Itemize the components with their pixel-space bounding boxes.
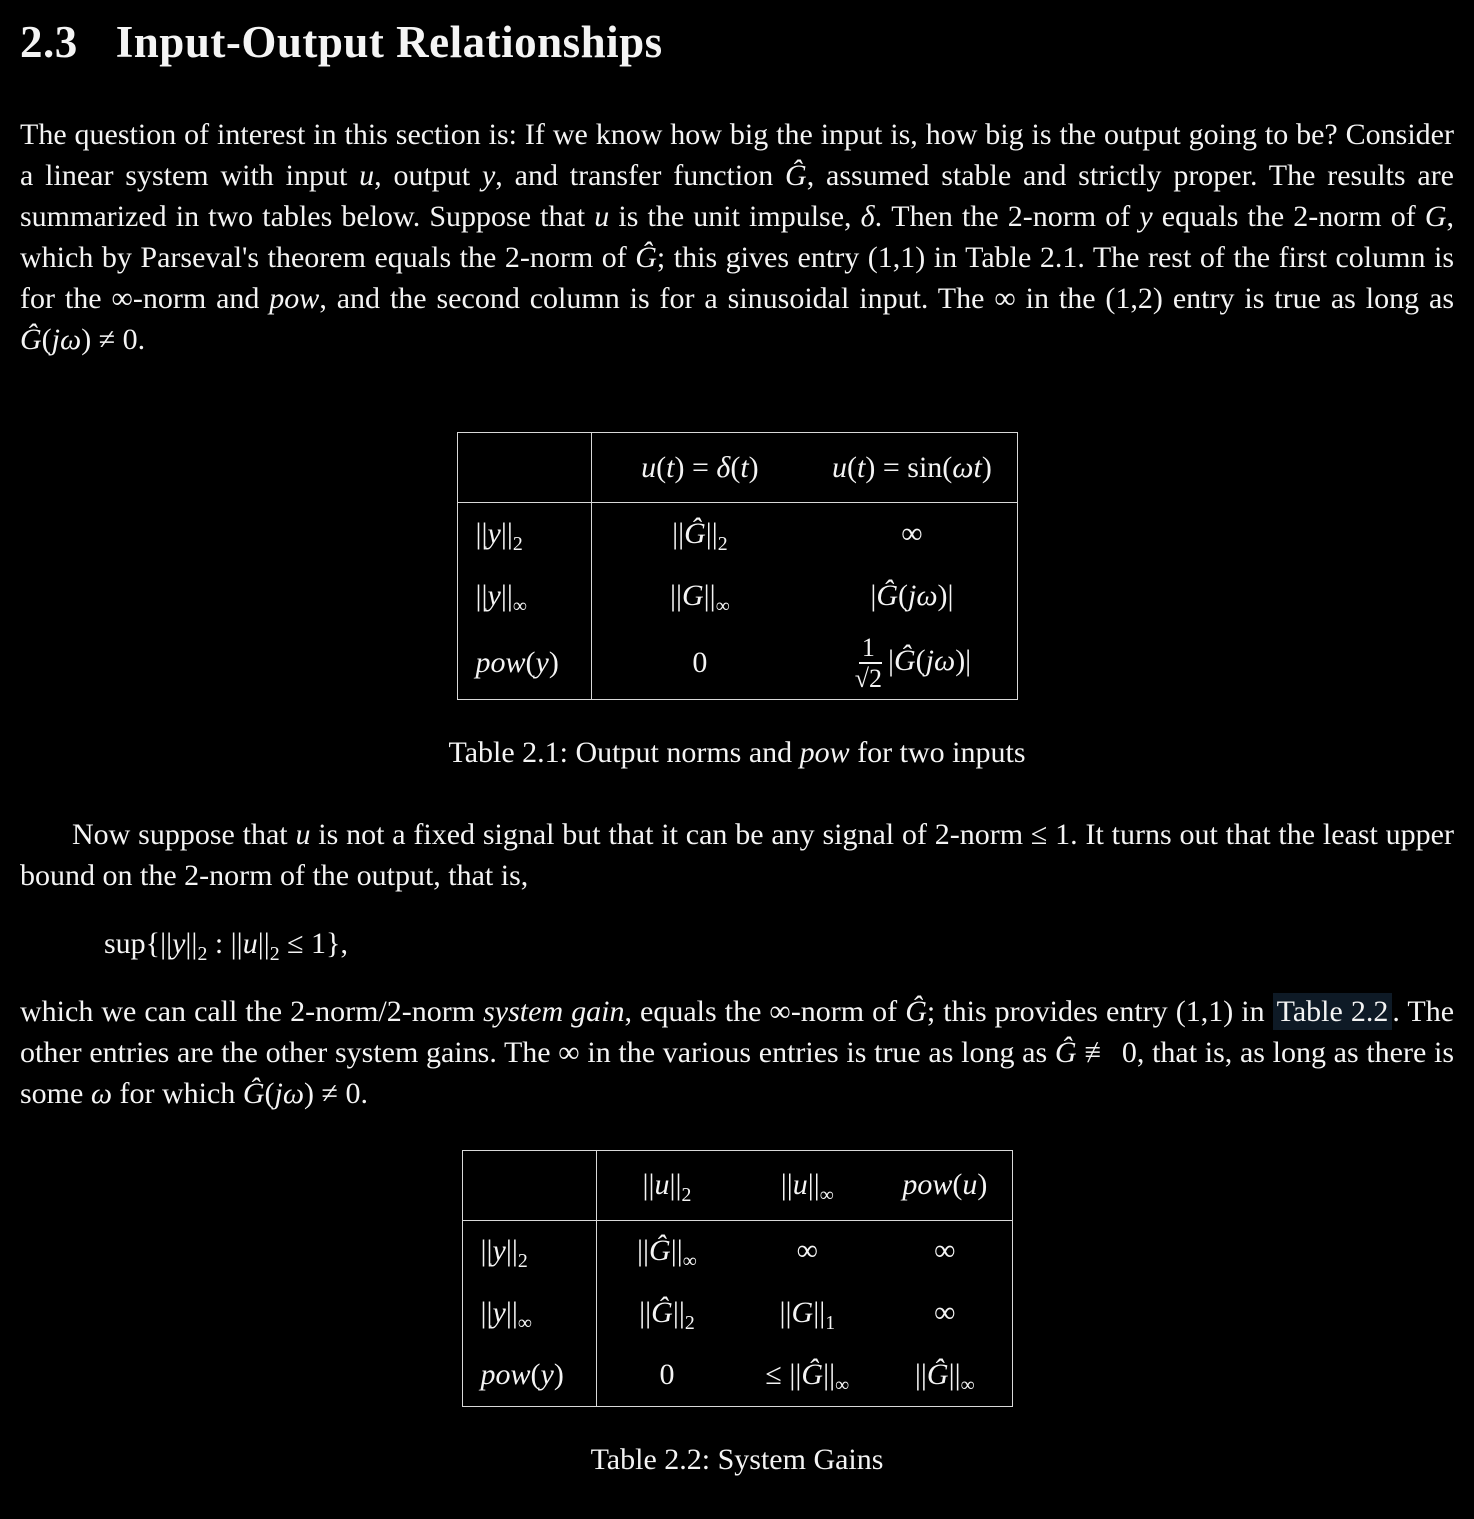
table-2-2 bbox=[462, 1150, 1013, 1407]
table-row bbox=[462, 1282, 1012, 1344]
paragraph-system-gain: which we can call the 2-norm/2-norm system gain, equals the ∞-norm of Ĝ; this provides entry (1,1) in Table 2.2 . The other entries are the other system gains. The ∞ in the various entries is true as long as Ĝ ≢ 0, that is, as long as there is some ω for which Ĝ(jω) ≠ 0. bbox=[20, 994, 1455, 1110]
cell-3-2: $\frac{1}{√2}$ |Ĝ(jω)| bbox=[854, 632, 972, 693]
table-2-2-caption: Table 2.2: System Gains bbox=[590, 1442, 884, 1476]
section-heading bbox=[20, 16, 1454, 68]
table-2-2-header-row bbox=[462, 1150, 1012, 1220]
table-2-2-corner-cell bbox=[462, 1150, 597, 1220]
table-2-1-caption: Table 2.1: Output norms and pow for two inputs bbox=[448, 735, 1026, 769]
table-2-1-header-impulse: u(t) = δ(t) bbox=[592, 433, 807, 503]
cell-1-2: ∞ bbox=[901, 516, 923, 550]
cell-1-1: $||Ĝ||_2$ bbox=[672, 516, 728, 555]
row-label-y-infnorm: $||y||_\infty$ bbox=[462, 1282, 597, 1344]
row-label-y-infnorm: $||y||_\infty$ bbox=[457, 565, 592, 627]
table-row bbox=[457, 565, 1017, 627]
cell-2-3: ∞ bbox=[934, 1296, 956, 1330]
table-2-2-link[interactable]: Table 2.2 bbox=[1273, 993, 1393, 1030]
cell-3-2: ≤ $||Ĝ||_\infty$ bbox=[765, 1357, 850, 1396]
cell-2-1: $||G||_\infty$ bbox=[669, 578, 730, 617]
row-label-pow-y: pow(y) bbox=[462, 1344, 597, 1406]
cell-1-3: ∞ bbox=[934, 1234, 956, 1268]
row-label-y-2norm: $||y||_2$ bbox=[462, 1220, 597, 1282]
paragraph-now-suppose: Now suppose that u is not a fixed signal but that it can be any signal of 2-norm ≤ 1. It turns out that the least upper bound on the 2-norm of the output, that is, bbox=[20, 817, 1454, 892]
table-row bbox=[462, 1220, 1012, 1282]
cell-2-2: $||G||_1$ bbox=[779, 1296, 836, 1335]
section-number: 2.3 bbox=[20, 17, 78, 67]
table-2-2-header-u-2norm: $||u||_2$ bbox=[597, 1150, 737, 1220]
table-row bbox=[462, 1344, 1012, 1406]
table-2-1-corner-cell bbox=[457, 433, 592, 503]
cell-1-2: ∞ bbox=[796, 1234, 819, 1268]
table-2-1 bbox=[457, 432, 1018, 700]
table-2-2-header-u-infnorm: $||u||_\infty$ bbox=[737, 1150, 879, 1220]
cell-1-1: $||Ĝ||_\infty$ bbox=[637, 1234, 697, 1273]
table-2-2-header-pow-u: pow(u) bbox=[878, 1150, 1012, 1220]
row-label-pow-y: pow(y) bbox=[457, 627, 592, 700]
display-formula-sup: $sup\{||y||_2$ : $||u||_2 \le 1$}, bbox=[104, 926, 348, 965]
row-label-y-2norm: $||y||_2$ bbox=[457, 503, 592, 565]
cell-2-1: $||Ĝ||_2$ bbox=[639, 1296, 695, 1335]
cell-2-2: |Ĝ(jω)| bbox=[870, 578, 954, 612]
section-title: Input-Output Relationships bbox=[115, 17, 663, 67]
table-2-1-header-sinusoid: u(t) = sin(ωt) bbox=[807, 433, 1017, 503]
cell-3-3: $||Ĝ||_\infty$ bbox=[914, 1357, 975, 1396]
paragraph-intro: The question of interest in this section is: If we know how big the input is, how big is the output going to be? Consider a linear system with input u, output y, and transfer function Ĝ, assumed stable and strictly proper. The results are summarized in two tables below. Suppose that u is the unit impulse, δ. Then the 2-norm of y equals the 2-norm of G, which by Parseval's theorem equals the 2-norm of Ĝ; this gives entry (1,1) in Table 2.1. The rest of the first column is for the ∞-norm and pow, and the second column is for a sinusoidal input. The ∞ in the (1,2) entry is true as long as Ĝ(jω) ≠ 0. bbox=[20, 118, 1455, 356]
cell-3-1: 0 bbox=[692, 645, 708, 679]
table-row bbox=[457, 627, 1017, 700]
table-row bbox=[457, 503, 1017, 565]
fraction: $\frac{1}{√2}$ bbox=[854, 632, 882, 693]
cell-3-1: 0 bbox=[659, 1357, 675, 1391]
table-2-1-header-row bbox=[457, 433, 1017, 503]
